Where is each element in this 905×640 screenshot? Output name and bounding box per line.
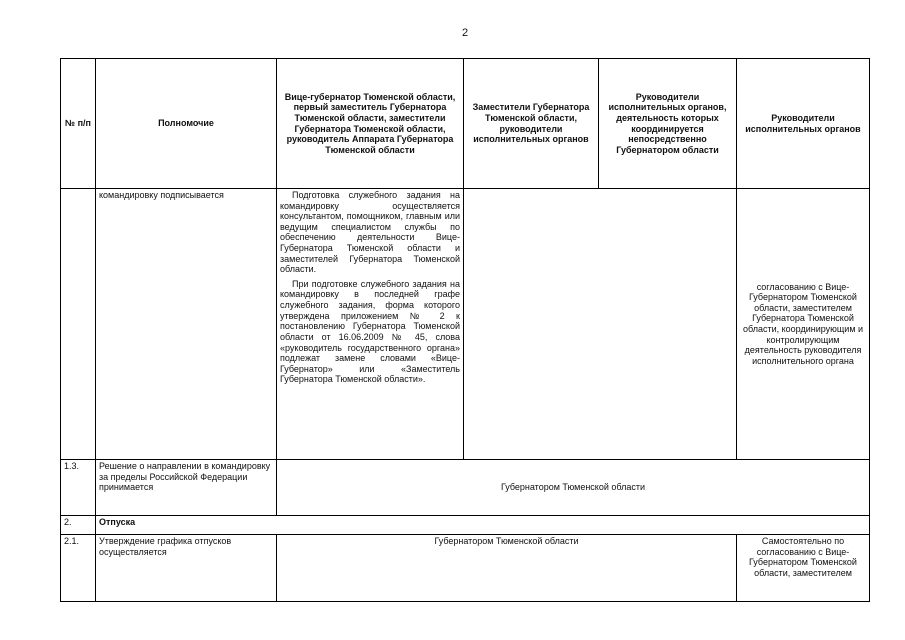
section-num-cell: 2. <box>61 516 96 535</box>
row-authority-cell: Решение о направлении в командировку за пределы Российской Федерации принимается <box>96 460 277 516</box>
row-merged-cell: Губернатором Тюменской области <box>277 460 870 516</box>
header-authority: Полномочие <box>96 59 277 189</box>
row-num-cell <box>61 189 96 460</box>
row-authority-cell: командировку подписывается <box>96 189 277 460</box>
row-vice-cell <box>277 189 464 460</box>
table-row <box>61 460 870 516</box>
header-vice-governor: Вице-губернатор Тюменской области, первый заместитель Губернатора Тюменской области, заместители Губернатора Тюменской области, руководитель Аппарата Губернатора Тюменской области <box>277 59 464 189</box>
table-row <box>61 189 870 460</box>
vice-paragraph-1: Подготовка служебного задания на командировку осуществляется консультантом, помощником, главным или ведущим специалистом службы по обеспечению деятельности Вице-Губернатора Тюменской области и заместителей Губернатора Тюменской области. <box>280 190 460 275</box>
section-title-cell: Отпуска <box>96 516 870 535</box>
authority-table <box>60 58 870 602</box>
header-executive-heads: Руководители исполнительных органов <box>737 59 870 189</box>
row-num-cell: 2.1. <box>61 535 96 602</box>
page-number: 2 <box>461 27 469 39</box>
row-merged-cell: Губернатором Тюменской области <box>277 535 737 602</box>
row-num-cell: 1.3. <box>61 460 96 516</box>
table-section-row <box>61 516 870 535</box>
table-header-row <box>61 59 870 189</box>
vice-paragraph-2: При подготовке служебного задания на командировку в последней графе служебного задания, форма которого утверждена приложением № 2 к постановлению Губернатора Тюменской области от 16.06.2009 № 45, слова «руководитель государственного органа» подлежат замене словами «Вице-Губернатор» или «Заместитель Губернатора Тюменской области». <box>280 278 460 385</box>
header-num: № п/п <box>61 59 96 189</box>
row-heads-cell: согласованию с Вице-Губернатором Тюменской области, заместителем Губернатора Тюменской области, координирующим и контролирующим деятельность руководителя исполнительного органа <box>737 189 870 460</box>
table-row <box>61 535 870 602</box>
row-empty-merged-cell <box>464 189 737 460</box>
row-heads-cell: Самостоятельно по согласованию с Вице-Губернатором Тюменской области, заместителем <box>737 535 870 602</box>
header-coordinated-heads: Руководители исполнительных органов, деятельность которых координируется непосредственно Губернатором области <box>599 59 737 189</box>
row-authority-cell: Утверждение графика отпусков осуществляется <box>96 535 277 602</box>
header-deputies: Заместители Губернатора Тюменской области, руководители исполнительных органов <box>464 59 599 189</box>
